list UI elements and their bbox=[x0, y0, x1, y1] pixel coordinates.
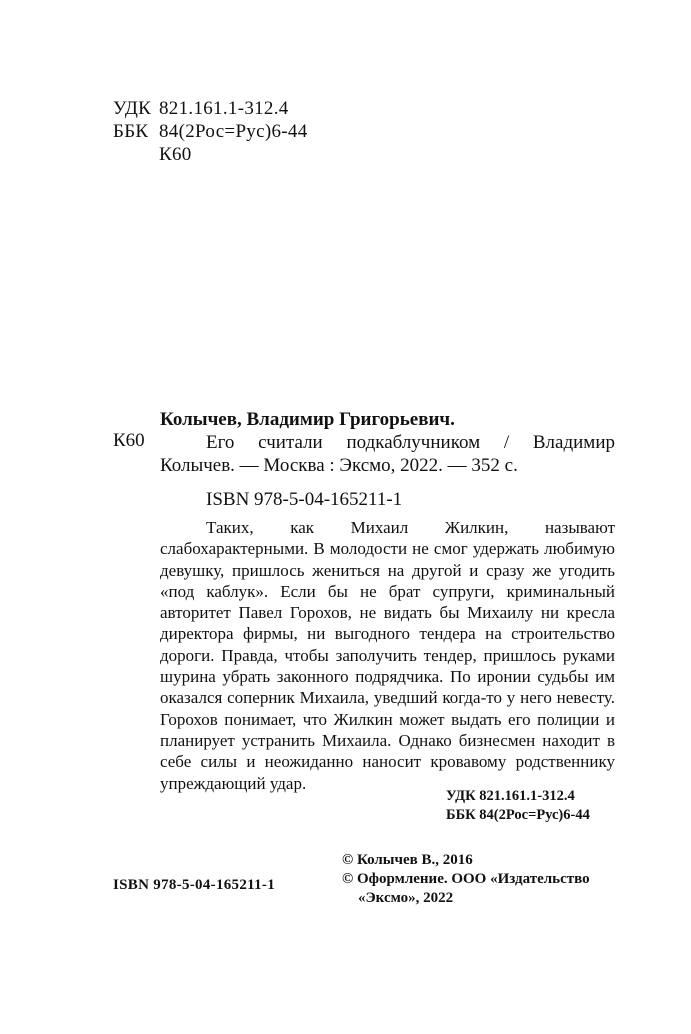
copyright-design-line2: «Эксмо», 2022 bbox=[358, 890, 454, 906]
annotation-text: Таких, как Михаил Жилкин, называют слабохарактерными. В молодости не смог удержать любимую девушку, пришлось жениться на другой и сразу же угодить «под каблук». Если бы не брат супруги, криминальный авторитет Павел Горохов, не видать бы Михаилу ни кресла директора фирмы, ни выгодного тендера на строительство дороги. Правда, чтобы заполучить тендер, пришлось руками шурина убрать законного подрядчика. По иронии судьбы им оказался соперник Михаила, уведший когда-то у него невесту. Горохов понимает, что Жилкин может выдать его полиции и планирует устранить Михаила. Однако бизнесмен находит в себе силы и неожиданно наносит кровавому родственнику упреждающий удар. bbox=[160, 518, 615, 793]
copyright-design-line1: © Оформление. ООО «Издательство bbox=[342, 871, 590, 887]
entry-title-line2: Колычев. — Москва : Эксмо, 2022. — 352 с. bbox=[160, 455, 518, 476]
classification-footer bbox=[446, 787, 590, 825]
udk-footer: УДК 821.161.1-312.4 bbox=[446, 788, 575, 804]
annotation bbox=[160, 517, 615, 794]
side-author-mark: К60 bbox=[113, 430, 145, 451]
copyright-block bbox=[342, 851, 590, 908]
classification-header bbox=[113, 97, 308, 166]
entry-isbn: ISBN 978-5-04-165211-1 bbox=[206, 489, 403, 510]
bbk-label: ББК bbox=[113, 121, 149, 142]
bibliographic-entry bbox=[160, 408, 615, 511]
entry-author: Колычев, Владимир Григорьевич. bbox=[160, 409, 455, 430]
bbk-line bbox=[113, 120, 308, 143]
bbk-value: 84(2Рос=Рус)6-44 bbox=[159, 121, 308, 142]
isbn-footer: ISBN 978-5-04-165211-1 bbox=[113, 877, 276, 893]
udk-line bbox=[113, 97, 308, 120]
copyright-author: © Колычев В., 2016 bbox=[342, 852, 473, 868]
author-mark-line bbox=[113, 143, 308, 166]
udk-value: 821.161.1-312.4 bbox=[159, 98, 289, 119]
author-mark: К60 bbox=[159, 144, 192, 165]
bbk-footer: ББК 84(2Рос=Рус)6-44 bbox=[446, 807, 590, 823]
udk-label: УДК bbox=[113, 98, 152, 119]
entry-title-line1: Его считали подкаблучником / Владимир bbox=[206, 432, 615, 453]
